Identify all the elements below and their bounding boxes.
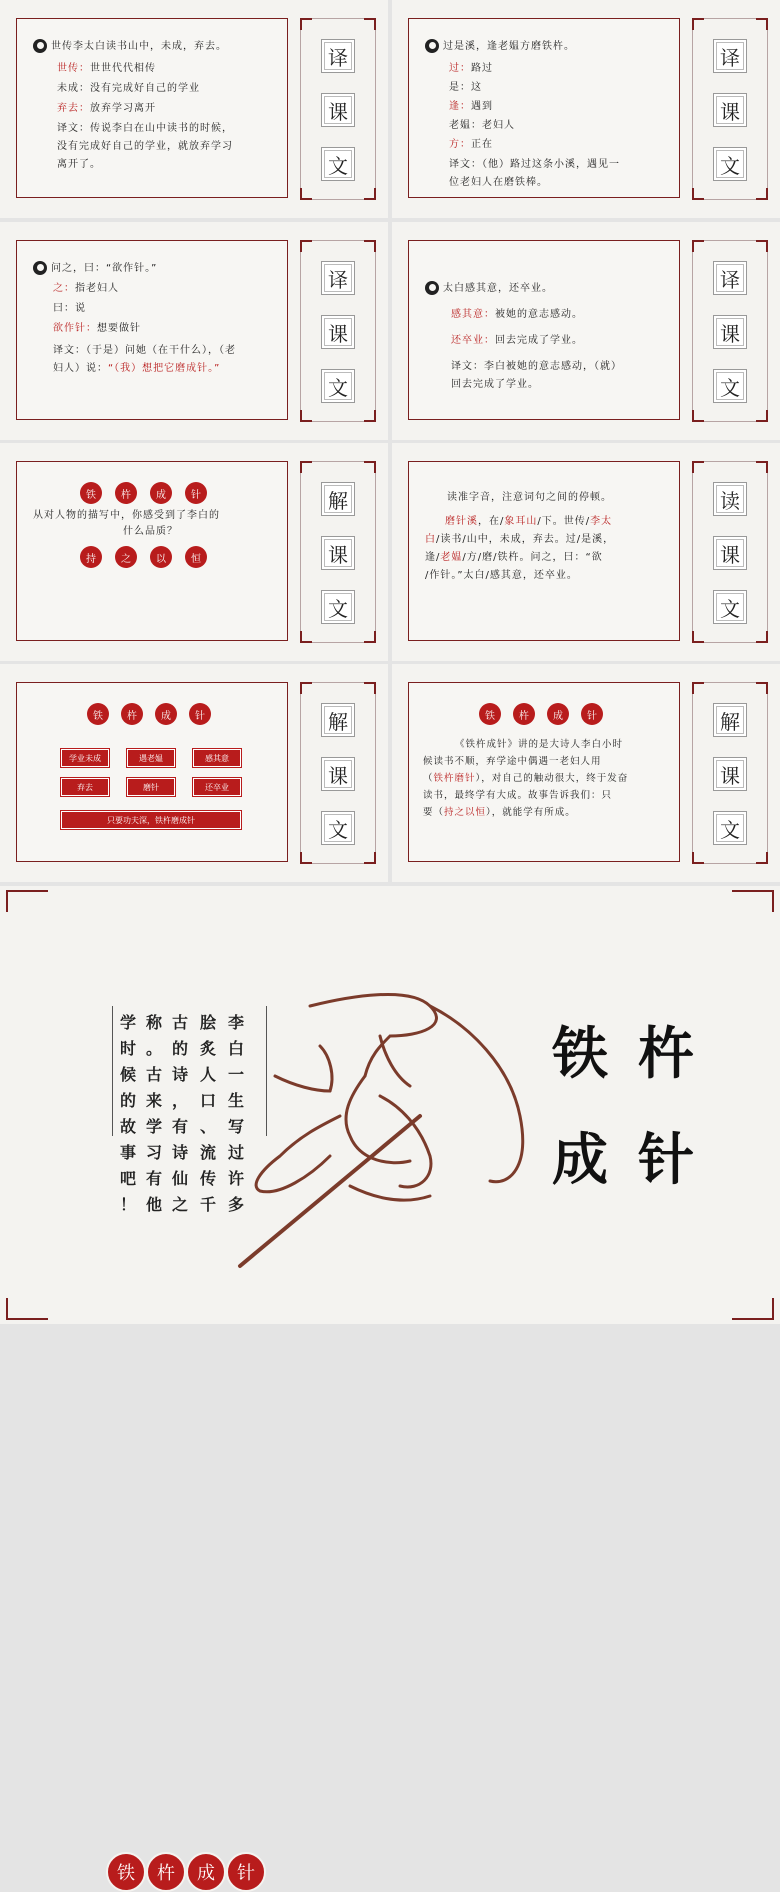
text-panel — [16, 682, 288, 862]
line: 逢/老媪/方/磨/铁杵。问之，曰：“欲 — [425, 552, 603, 563]
answer-circle: 恒 — [185, 546, 207, 568]
divider — [112, 1006, 113, 1136]
title-circle: 铁 — [106, 1852, 146, 1892]
title-circle: 成 — [547, 703, 569, 725]
line: 逢：遇到 — [449, 101, 493, 112]
hand-needle-illustration — [220, 986, 540, 1286]
line: 磨针溪，在/象耳山/下。世传/李太 — [445, 516, 613, 527]
slide-6[interactable] — [392, 443, 780, 661]
line: 妇人）说：“（我）想把它磨成针。” — [53, 363, 221, 374]
side-char: 译 — [713, 261, 747, 295]
slide-4[interactable] — [392, 222, 780, 440]
side-char: 课 — [321, 315, 355, 349]
corner-ornament — [732, 1298, 774, 1320]
text-panel — [408, 18, 680, 198]
question-line: 什么品质？ — [123, 526, 178, 537]
side-frame — [692, 240, 768, 422]
title-circle: 杵 — [115, 482, 137, 504]
line: 世传：世世代代相传 — [57, 63, 156, 74]
title-circle: 成 — [150, 482, 172, 504]
line: 曰：说 — [53, 303, 86, 314]
line: 方：正在 — [449, 139, 493, 150]
side-char: 文 — [713, 811, 747, 845]
slide-5[interactable] — [0, 443, 388, 661]
line: 译文：传说李白在山中读书的时候， — [57, 123, 233, 134]
corner-ornament — [6, 890, 48, 912]
title-circle: 成 — [186, 1852, 226, 1892]
side-char: 文 — [321, 147, 355, 181]
slide-7[interactable] — [0, 664, 388, 882]
line: 之：指老妇人 — [53, 283, 119, 294]
side-char: 课 — [713, 757, 747, 791]
line: 过：路过 — [449, 63, 493, 74]
ink-icon — [425, 281, 439, 295]
slide-3[interactable] — [0, 222, 388, 440]
line: 白/读书/山中，未成，弃去。过/是溪， — [425, 534, 615, 545]
ink-icon — [425, 39, 439, 53]
keyword-box: 磨针 — [127, 778, 175, 796]
cover-title-line2: 成针 — [552, 1127, 724, 1193]
line: 没有完成好自己的学业，就放弃学习 — [57, 141, 233, 152]
line: 老媪：老妇人 — [449, 120, 515, 131]
side-frame — [300, 682, 376, 864]
heading-line: 世传李太白读书山中，未成，弃去。 — [33, 39, 227, 55]
line: 读书，最终学有大成。故事告诉我们：只 — [423, 790, 613, 801]
text-panel — [16, 18, 288, 198]
text-panel — [16, 240, 288, 420]
line: /作针。”太白/感其意，还卒业。 — [425, 570, 578, 581]
cover-slide[interactable] — [0, 886, 780, 1884]
heading-line: 问之，曰：“欲作针。” — [33, 261, 157, 277]
line: 弃去：放弃学习离开 — [57, 103, 156, 114]
answer-circle: 之 — [115, 546, 137, 568]
vertical-column: 古 的 诗 ， 有 诗 仙 之 — [171, 1013, 188, 1214]
slide-1[interactable] — [0, 0, 388, 218]
line: 读准字音，注意词句之间的停顿。 — [447, 492, 612, 503]
cover-title-line1: 铁杵 — [552, 1021, 724, 1087]
side-frame — [692, 461, 768, 643]
title-circle: 铁 — [87, 703, 109, 725]
line: 译文：（他）路过这条小溪，遇见一 — [449, 159, 620, 170]
divider — [266, 1006, 267, 1136]
side-char: 课 — [713, 536, 747, 570]
side-char: 译 — [321, 39, 355, 73]
line: 译文：李白被她的意志感动，（就） — [451, 361, 622, 372]
side-char: 文 — [321, 811, 355, 845]
side-frame — [300, 240, 376, 422]
title-circle: 针 — [189, 703, 211, 725]
title-circle: 针 — [185, 482, 207, 504]
line: 要（持之以恒），就能学有所成。 — [423, 807, 576, 818]
title-circle: 杵 — [121, 703, 143, 725]
side-frame — [692, 18, 768, 200]
title-circle: 杵 — [513, 703, 535, 725]
vertical-column: 脍 炙 人 口 、 流 传 千 — [199, 1013, 216, 1214]
title-circle: 针 — [581, 703, 603, 725]
heading-line: 过是溪，逢老媪方磨铁杵。 — [425, 39, 575, 55]
corner-ornament — [732, 890, 774, 912]
side-char: 课 — [713, 315, 747, 349]
vertical-column: 李 白 一 生 写 过 许 多 — [227, 1013, 244, 1214]
side-char: 文 — [713, 147, 747, 181]
side-char: 解 — [713, 703, 747, 737]
title-circle: 针 — [226, 1852, 266, 1892]
side-char: 解 — [321, 703, 355, 737]
side-char: 课 — [321, 93, 355, 127]
keyword-box: 还卒业 — [193, 778, 241, 796]
text-panel — [408, 682, 680, 862]
side-char: 课 — [713, 93, 747, 127]
line: 译文：（于是）问她（在干什么），（老 — [53, 345, 236, 356]
answer-circle: 持 — [80, 546, 102, 568]
slide-2[interactable] — [392, 0, 780, 218]
side-char: 读 — [713, 482, 747, 516]
text-panel — [408, 240, 680, 420]
side-char: 文 — [713, 369, 747, 403]
keyword-box: 感其意 — [193, 749, 241, 767]
vertical-column: 称 。 古 来 学 习 有 他 — [145, 1013, 162, 1214]
side-frame — [300, 461, 376, 643]
slide-8[interactable] — [392, 664, 780, 882]
line: 位老妇人在磨铁棒。 — [449, 177, 548, 188]
title-circle: 铁 — [479, 703, 501, 725]
keyword-box: 弃去 — [61, 778, 109, 796]
side-frame — [692, 682, 768, 864]
title-circle: 杵 — [146, 1852, 186, 1892]
title-circle: 成 — [155, 703, 177, 725]
keyword-box: 遇老媪 — [127, 749, 175, 767]
side-char: 课 — [321, 757, 355, 791]
side-char: 文 — [713, 590, 747, 624]
side-char: 文 — [321, 590, 355, 624]
line: 欲作针：想要做针 — [53, 323, 141, 334]
line: 回去完成了学业。 — [451, 379, 539, 390]
side-frame — [300, 18, 376, 200]
line: 还卒业：回去完成了学业。 — [451, 335, 583, 346]
side-char: 译 — [713, 39, 747, 73]
side-char: 文 — [321, 369, 355, 403]
ink-icon — [33, 39, 47, 53]
line: 未成：没有完成好自己的学业 — [57, 83, 200, 94]
question-line: 从对人物的描写中，你感受到了李白的 — [33, 510, 220, 521]
heading-line: 太白感其意，还卒业。 — [425, 281, 553, 297]
vertical-column: 学 时 候 的 故 事 吧 ！ — [119, 1013, 136, 1214]
line: 感其意：被她的意志感动。 — [451, 309, 583, 320]
keyword-box: 学业未成 — [61, 749, 109, 767]
side-char: 译 — [321, 261, 355, 295]
ink-icon — [33, 261, 47, 275]
line: （铁杵磨针），对自己的触动很大，终于发奋 — [423, 773, 629, 784]
line: 是：这 — [449, 82, 482, 93]
proverb-box: 只要功夫深，铁杵磨成针 — [61, 811, 241, 829]
side-char: 课 — [321, 536, 355, 570]
text-panel — [16, 461, 288, 641]
text-panel — [408, 461, 680, 641]
line: 《铁杵成针》讲的是大诗人李白小时 — [455, 739, 624, 750]
line: 候读书不顺，弃学途中偶遇一老妇人用 — [423, 756, 602, 767]
title-circle: 铁 — [80, 482, 102, 504]
corner-ornament — [6, 1298, 48, 1320]
side-char: 解 — [321, 482, 355, 516]
answer-circle: 以 — [150, 546, 172, 568]
line: 离开了。 — [57, 159, 101, 170]
